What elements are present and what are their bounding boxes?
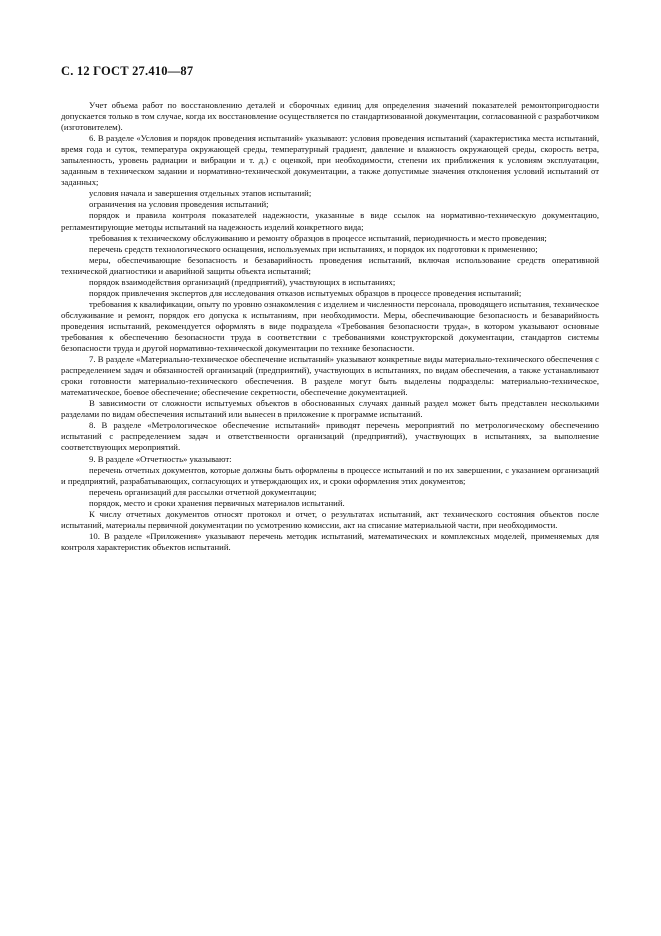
paragraph: В зависимости от сложности испытуемых объектов в обоснованных случаях данный раздел может быть представлен несколькими разделами по видам обеспечения испытаний или вынесен в приложение к программе испытаний. — [61, 398, 599, 420]
paragraph: 10. В разделе «Приложения» указывают перечень методик испытаний, математических и комплексных моделей, применяемых для контроля характеристик объектов испытаний. — [61, 530, 599, 552]
paragraph: перечень средств технологического оснащения, используемых при испытаниях, и порядок их подготовки к применению; — [89, 243, 538, 254]
page-header: С. 12 ГОСТ 27.410—87 — [61, 64, 194, 78]
paragraph: требования к техническому обслуживанию и ремонту образцов в процессе испытаний, периодичность и место проведения; — [89, 232, 547, 243]
paragraph: перечень организаций для рассылки отчетной документации; — [89, 486, 317, 497]
paragraph: требования к квалификации, опыту по уровню ознакомления с изделием и численности персонала, проводящего испытания, техническое обслуживание и ремонт, порядок его допуска к испытаниям, при необходимости. Меры, обеспечивающие безопасность и безаварийность проведения испытаний, рекомендуется оформлять в виде подраздела «Требования безопасности труда», в котором указывают основные требования к обеспечению безопасности труда в соответствии с требованиями конструкторской документации, стандартов системы безопасности труда и другой нормативно-технической документации по технике безопасности. — [61, 298, 599, 354]
paragraph: порядок привлечения экспертов для исследования отказов испытуемых образцов в процессе проведения испытаний; — [89, 287, 522, 298]
paragraph: 8. В разделе «Метрологическое обеспечение испытаний» приводят перечень мероприятий по метрологическому обеспечению испытаний с распределением задач и ответственности организаций (предприятий), участвующих в испытаниях, за выполнение соответствующих мероприятий. — [61, 420, 599, 453]
paragraph: 6. В разделе «Условия и порядок проведения испытаний» указывают: условия проведения испытаний (характеристика места испытаний, время года и суток, температура окружающей среды, температурный градиент, давление и влажность окружающей среды, скорость ветра, запыленность, уровень радиации и вибрации и т. д.) с оценкой, при необходимости, степени их приближения к условиям эксплуатации, заданным в техническом задании и нормативно-технической документации, а также допустимые значения отклонения условий испытаний от заданных; — [61, 133, 599, 188]
paragraph: 7. В разделе «Материально-техническое обеспечение испытаний» указывают конкретные виды материально-технического обеспечения с распределением задач и обязанностей организаций (предприятий), участвующих в испытаниях, по видам обеспечения, а также устанавливают сроки готовности материально-технического обеспечения. В разделе могут быть выделены подразделы: материально-техническое, математическое, боевое обеспечение; обеспечение секретности, обеспечение документацией. — [61, 354, 599, 398]
paragraph: меры, обеспечивающие безопасность и безаварийность проведения испытаний, включая использование средств оперативной технической диагностики и аварийной защиты объекта испытаний; — [61, 254, 599, 276]
paragraph: К числу отчетных документов относят протокол и отчет, о результатах испытаний, акт технического состояния объектов после испытаний, материалы первичной документации по усмотрению комиссии, акт на списание материальной части, при необходимости. — [61, 508, 599, 530]
paragraph: ограничения на условия проведения испытаний; — [89, 199, 269, 210]
paragraph: перечень отчетных документов, которые должны быть оформлены в процессе испытаний и по их завершении, с указанием организаций и предприятий, разрабатывающих, согласующих и утверждающих их, и сроки оформления этих документов; — [61, 464, 599, 486]
paragraph: условия начала и завершения отдельных этапов испытаний; — [89, 188, 312, 199]
document-body — [61, 100, 599, 553]
paragraph: порядок и правила контроля показателей надежности, указанные в виде ссылок на нормативно-техническую документацию, регламентирующие методы испытаний на надежность изделий конкретного вида; — [61, 210, 599, 232]
paragraph: 9. В разделе «Отчетность» указывают: — [89, 453, 232, 464]
paragraph: порядок взаимодействия организаций (предприятий), участвующих в испытаниях; — [89, 276, 396, 287]
paragraph: порядок, место и сроки хранения первичных материалов испытаний. — [89, 497, 345, 508]
paragraph: Учет объема работ по восстановлению деталей и сборочных единиц для определения значений показателей ремонтопригодности допускается только в том случае, когда их восстановление осуществляется по стандартизованной документации, согласованной с разработчиком (изготовителем). — [61, 100, 599, 133]
